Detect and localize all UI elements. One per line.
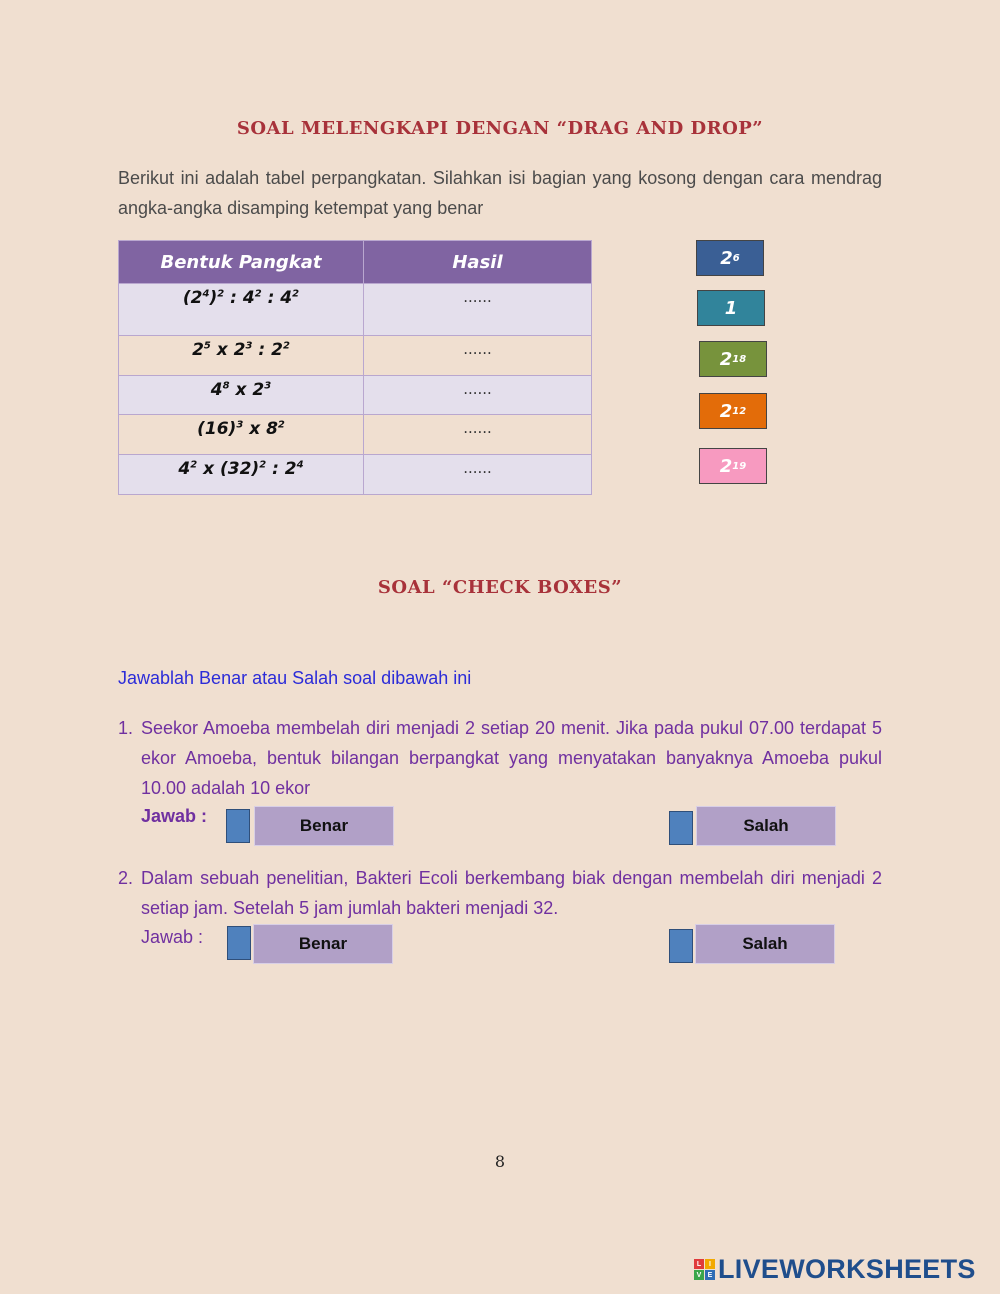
power-table [118,240,592,495]
expression-cell: $(2^4)^2$ : $4^2$ : $4^2$ [119,284,364,336]
logo-letter: E [705,1270,715,1280]
table-row [119,336,592,376]
drag-tile[interactable]: 2 12 [699,393,767,429]
checkbox-q1-salah[interactable] [669,811,693,845]
checkbox-q2-benar[interactable] [227,926,251,960]
logo-letter: I [705,1259,715,1269]
drag-tile[interactable]: 2 19 [699,448,767,484]
section-title-drag-drop: SOAL MELENGKAPI DENGAN “DRAG AND DROP” [236,118,764,139]
drop-target-cell[interactable]: ...... [364,284,592,336]
question-1 [118,713,882,803]
option-q1-salah[interactable]: Salah [696,806,836,846]
drop-target-cell[interactable]: ...... [364,415,592,455]
drag-tile[interactable]: 2 18 [699,341,767,377]
table-header-result: Hasil [364,241,592,284]
expression-cell: $2^5$ x $2^3$ : $2^2$ [119,336,364,376]
option-q2-salah[interactable]: Salah [695,924,835,964]
answer-label: Jawab : [141,927,204,947]
question-text: Seekor Amoeba membelah diri menjadi 2 setiap 20 menit. Jika pada pukul 07.00 terdapat 5 ekor Amoeba, bentuk bilangan berpangkat yang menyatakan banyaknya Amoeba pukul 10.00 adalah 10 ekor [141,718,882,798]
drag-tile[interactable]: 1 [697,290,765,326]
expression-cell: $4^2$ x $(32)^2$ : $2^4$ [119,455,364,495]
section-title-check-boxes: SOAL “CHECK BOXES” [377,577,623,598]
page-number: 8 [494,1152,506,1171]
question-number: 2. [118,868,134,888]
question-number: 1. [118,718,134,738]
drag-tile[interactable]: 2 6 [696,240,764,276]
table-row [119,415,592,455]
answer-label: Jawab : [141,806,208,826]
expression-cell: $(16)^3$ x $8^2$ [119,415,364,455]
logo-letter: L [694,1259,704,1269]
drop-target-cell[interactable]: ...... [364,336,592,376]
drop-target-cell[interactable]: ...... [364,455,592,495]
logo-letter: V [694,1270,704,1280]
checkbox-q2-salah[interactable] [669,929,693,963]
table-row [119,376,592,415]
option-q2-benar[interactable]: Benar [253,924,393,964]
question-2 [118,863,882,923]
drop-target-cell[interactable]: ...... [364,376,592,415]
liveworksheets-logo [694,1254,976,1285]
true-false-instruction: Jawablah Benar atau Salah soal dibawah ini [118,668,472,688]
table-header-form: Bentuk Pangkat [119,241,364,284]
drag-drop-instructions: Berikut ini adalah tabel perpangkatan. Silahkan isi bagian yang kosong dengan cara mendrag angka-angka disamping ketempat yang benar [118,168,882,218]
expression-cell: $4^8$ x $2^3$ [119,376,364,415]
option-q1-benar[interactable]: Benar [254,806,394,846]
table-row [119,455,592,495]
table-row [119,284,592,336]
logo-mark-icon [694,1259,715,1280]
checkbox-q1-benar[interactable] [226,809,250,843]
logo-text: LIVEWORKSHEETS [718,1254,976,1284]
question-text: Dalam sebuah penelitian, Bakteri Ecoli berkembang biak dengan membelah diri menjadi 2 setiap jam. Setelah 5 jam jumlah bakteri menjadi 32. [141,868,882,918]
